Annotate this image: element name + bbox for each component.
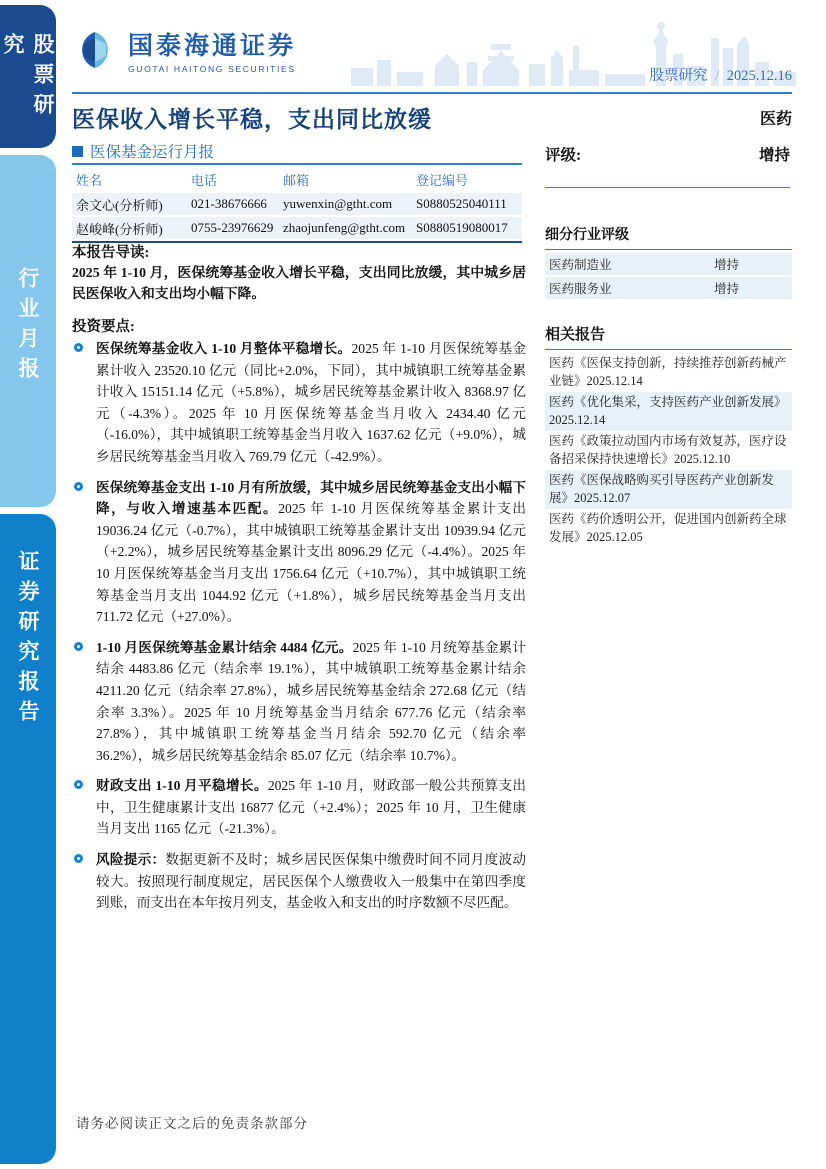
related-report-item[interactable]: 医药《药价透明公开，促进国内创新药全球发展》2025.12.05	[549, 512, 787, 544]
key-point-body: 2025 年 1-10 月统筹基金累计结余 4483.86 亿元（结余率 19.1%），其中城镇职工统筹基金累计结余 4211.20 亿元（结余率 27.8%），城乡居民统筹基金结余 272.68 亿元（结余率 3.3%）。2025 年 10 月统筹基金当月结余 677.76 亿元（结余率 27.8%），其中城镇职工统筹基金当月结余 592.70 亿元（结余率 36.2%），城乡居民统筹基金结余 85.07 亿元（结余率 10.7%）。	[96, 639, 526, 763]
key-point-item	[74, 775, 526, 840]
related-report-item[interactable]: 医药《医保支持创新，持续推荐创新药械产业链》2025.12.14	[549, 356, 787, 388]
industry-ratings-rule	[545, 249, 792, 250]
analyst-name: 赵峻峰(分析师)	[76, 221, 163, 237]
report-title: 医保收入增长平稳，支出同比放缓	[72, 107, 432, 132]
ring-bullet-icon	[74, 343, 83, 352]
key-point-item	[74, 477, 526, 628]
analyst-reg: S0880519080017	[416, 220, 508, 235]
industry-rating-value: 增持	[714, 282, 740, 296]
logo-name-cn: 国泰海通证券	[128, 32, 297, 60]
logo-name-en: GUOTAI HAITONG SECURITIES	[128, 64, 296, 74]
related-report-item[interactable]: 医药《优化集采，支持医药产业创新发展》2025.12.14	[545, 392, 792, 431]
industry-rating-label: 医药服务业	[549, 282, 612, 296]
analyst-reg: S0880525040111	[416, 196, 507, 211]
analyst-row	[72, 217, 522, 239]
rating-label: 评级:	[545, 147, 582, 164]
square-bullet-icon	[72, 146, 83, 157]
key-point-lead: 医保统筹基金收入 1-10 月整体平稳增长。	[96, 341, 352, 356]
col-header-phone: 电话	[191, 173, 218, 188]
industry-rating-label: 医药制造业	[549, 258, 612, 272]
industry-ratings-block	[545, 224, 792, 299]
industry-rating-row	[545, 277, 792, 299]
related-report-item[interactable]: 医药《政策拉动国内市场有效复苏，医疗设备招采保持快速增长》2025.12.10	[549, 434, 787, 466]
sidebar-segment-securities-report	[0, 514, 56, 1164]
key-point-text	[96, 775, 526, 840]
analyst-row	[72, 193, 522, 215]
key-point-lead: 医保统筹基金支出 1-10 月有所放缓，其中城乡居民统筹基金支出小幅下降，与收入增速基本匹配。	[96, 479, 526, 517]
analyst-email: zhaojunfeng@gtht.com	[283, 220, 406, 235]
ring-bullet-icon	[74, 854, 83, 863]
ring-bullet-icon	[74, 642, 83, 651]
disclaimer-text: 请务必阅读正文之后的免责条款部分	[76, 1116, 308, 1131]
key-point-item	[74, 338, 526, 468]
analyst-phone: 0755-23976629	[191, 220, 274, 235]
related-reports-rule	[545, 349, 792, 350]
guide-text: 2025 年 1-10 月，医保统筹基金收入增长平稳，支出同比放缓，其中城乡居民医保收入和支出均小幅下降。	[72, 265, 526, 301]
col-header-email: 邮箱	[283, 173, 310, 188]
analyst-phone: 021-38676666	[191, 196, 267, 211]
ring-bullet-icon	[74, 780, 83, 789]
key-points-heading: 投资要点:	[72, 319, 135, 335]
industry-rating-value: 增持	[714, 258, 740, 272]
header-meta	[649, 64, 792, 85]
key-point-body: 2025 年 1-10 月医保统筹基金累计支出 19036.24 亿元（-0.7%），其中城镇职工统筹基金累计支出 10939.94 亿元（+2.2%），城乡居民统筹基金累计支出 8096.29 亿元（-4.4%）。2025 年 10 月医保统筹基金当月支出 1756.64 亿元（+10.7%），其中城镇职工统筹基金当月支出 1044.92 亿元（+1.8%），城乡居民统筹基金当月支出 711.72 亿元（+27.0%）。	[96, 501, 526, 625]
sidebar-segment-stock-research	[0, 5, 56, 148]
analyst-email: yuwenxin@gtht.com	[283, 196, 393, 211]
col-header-name: 姓名	[76, 173, 103, 188]
meta-category: 股票研究	[649, 68, 708, 84]
analyst-table-header	[72, 167, 522, 193]
meta-date: 2025.12.16	[726, 68, 792, 84]
key-point-lead: 风险提示：	[96, 852, 166, 868]
related-reports-heading: 相关报告	[545, 327, 606, 343]
header-rule	[72, 92, 792, 94]
key-point-lead: 财政支出 1-10 月平稳增长。	[96, 778, 268, 794]
key-point-body: 2025 年 1-10 月，财政部一般公共预算支出中，卫生健康累计支出 16877 亿元（+2.4%）；2025 年 10 月，卫生健康当月支出 1165 亿元（-21.3%）。	[96, 778, 526, 837]
ring-bullet-icon	[74, 482, 83, 491]
key-point-item	[74, 849, 526, 914]
sidebar-label-securities-report: 证券研究报告	[16, 550, 40, 730]
key-points-list	[74, 338, 526, 923]
right-sidebar	[545, 224, 792, 548]
industry-ratings-heading: 细分行业评级	[545, 228, 629, 243]
rating-value: 增持	[758, 147, 790, 164]
industry-name: 医药	[759, 111, 792, 128]
key-point-text	[96, 637, 526, 767]
sidebar-label-industry-monthly: 行业月报	[16, 267, 40, 387]
guide-heading: 本报告导读:	[72, 245, 150, 261]
industry-rating-row	[545, 253, 792, 275]
company-logo	[72, 26, 296, 74]
key-point-item	[74, 637, 526, 767]
key-point-body: 2025 年 1-10 月医保统筹基金累计收入 23520.10 亿元（同比+2.0%，下同），其中城镇职工统筹基金累计收入 15151.14 亿元（+5.8%），城乡居民统筹基金累计收入 8368.97 亿元（-4.3%）。2025 年 10 月医保统筹基金当月收入 2434.40 亿元（-16.0%），其中城镇职工统筹基金当月收入 1637.62 亿元（+9.0%），城乡居民统筹基金当月收入 769.79 亿元（-42.9%）。	[96, 341, 526, 464]
analyst-table	[72, 167, 522, 243]
col-header-reg: 登记编号	[416, 173, 469, 188]
key-point-text	[96, 849, 526, 914]
subtitle-rule	[72, 163, 522, 165]
related-report-item[interactable]: 医药《医保战略购买引导医药产业创新发展》2025.12.07	[545, 470, 792, 509]
key-point-text	[96, 338, 526, 468]
report-subtitle	[72, 140, 214, 162]
subtitle-text: 医保基金运行月报	[90, 144, 215, 161]
sidebar-segment-industry-monthly	[0, 155, 56, 507]
analyst-name: 余文心(分析师)	[76, 197, 163, 213]
key-point-text	[96, 477, 526, 628]
sidebar-label-stock-research: 股票研究	[1, 33, 55, 123]
logo-text	[128, 26, 296, 74]
meta-separator: /	[715, 68, 720, 84]
related-reports-block	[545, 323, 792, 548]
rating-rule	[545, 187, 790, 188]
logo-mark-icon	[72, 28, 118, 72]
key-point-lead: 1-10 月医保统筹基金累计结余 4484 亿元。	[96, 639, 353, 655]
key-point-body: 数据更新不及时；城乡居民医保集中缴费时间不同月度波动较大。按照现行制度规定，居民医保个人缴费收入一般集中在第四季度到账，而支出在本年按月列支，基金收入和支出的时序数额不尽匹配。	[96, 852, 527, 911]
